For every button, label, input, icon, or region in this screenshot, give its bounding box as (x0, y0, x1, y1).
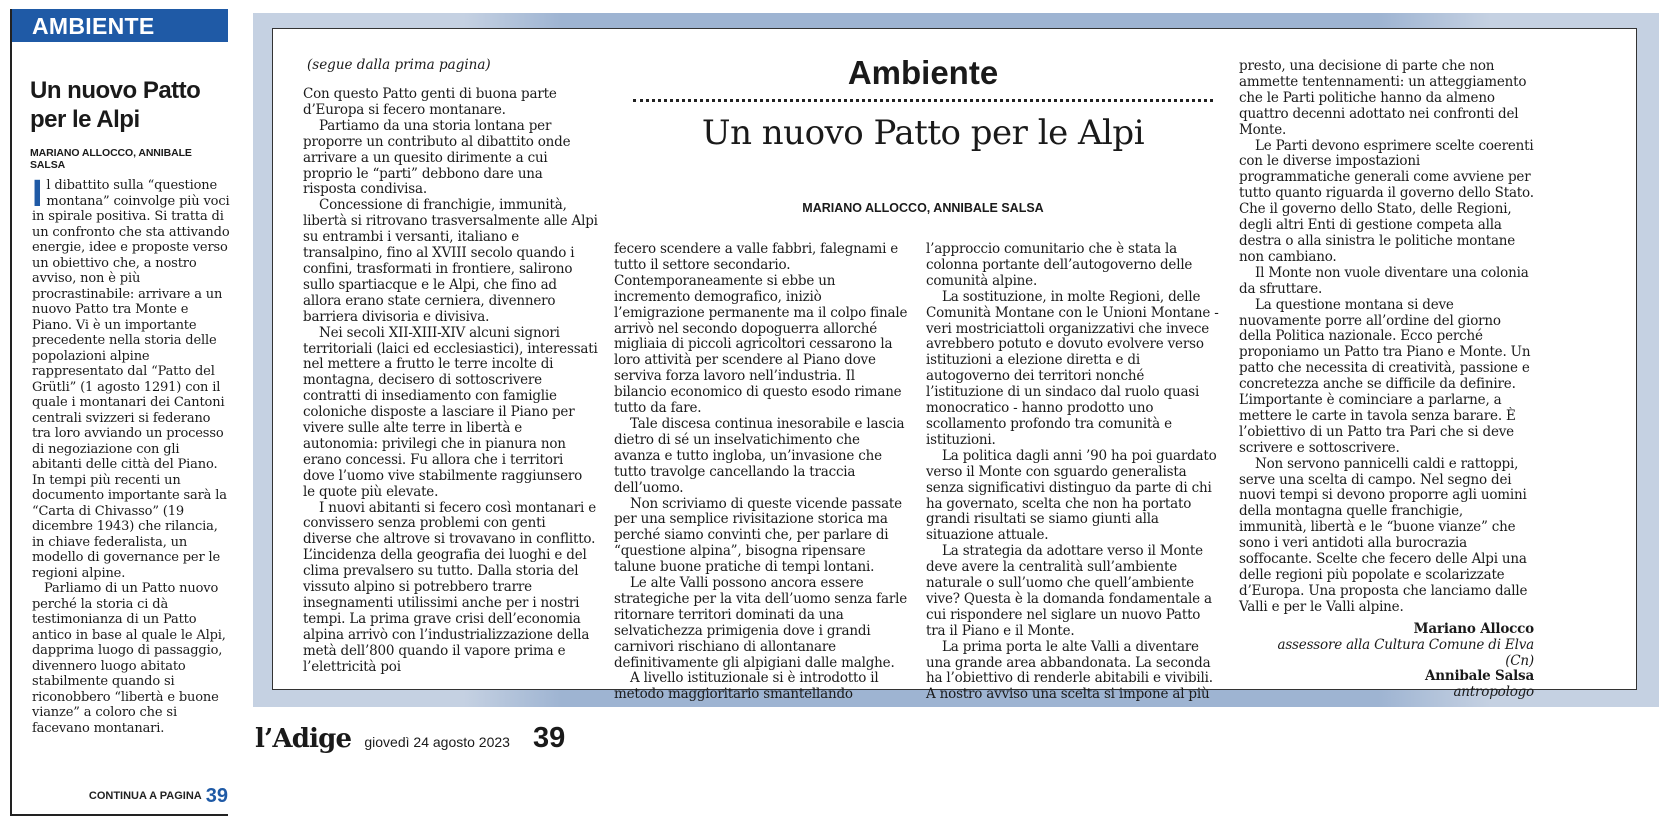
paragraph: presto, una decisione di parte che non ammette tentennamenti: un atteggiamento che le Parti politiche hanno da almeno quattro decenni adottato nei confronti del Monte. (1239, 58, 1527, 138)
paragraph: Le alte Valli possono ancora essere strategiche per la vita dell’uomo senza farle ritornare territori dominati da una selvatichezza primigenia dove i grandi carnivori rischiano di allontanare definitivamente gli alpigiani dalle malghe. (614, 575, 907, 671)
text-column-4 (1239, 59, 1534, 701)
paragraph: Nei secoli XII-XIII-XIV alcuni signori territoriali (laici ed ecclesiastici), interessati nel mettere a frutto le terre incolte di montagna, decisero di sottoscrivere contratti di insediamento con famiglie coloniche disposte a lasciare il Piano per vivere sulle alte terre in libertà e autonomia: privilegi che in pianura non erano concessi. Fu allora che i territori dove l’uomo vive stabilmente raggiunsero le quote più elevate. (303, 324, 598, 500)
continue-label: CONTINUA A PAGINA (88, 790, 202, 802)
section-label: AMBIENTE (12, 9, 228, 42)
page-number: 39 (533, 722, 566, 754)
paragraph: l’approccio comunitario che è stata la colonna portante dell’autogoverno delle comunità alpine. (926, 241, 1193, 289)
teaser-paragraph: Parliamo di un Patto nuovo perché la storia ci dà testimonianza di un Patto antico in base al quale le Alpi, dapprima luogo di passaggio, divennero luogo abitato stabilmente quando si riconobbero “libertà e buone vianze” a coloro che si facevano montanari. (32, 581, 226, 736)
paragraph: La strategia da adottare verso il Monte deve avere la centralità sull’ambiente naturale o sull’uomo che quell’ambiente vive? Questa è la domanda fondamentale a cui rispondere nel siglare un nuovo Patto tra il Piano e il Monte. (926, 543, 1212, 639)
paragraph: La politica dagli anni ’90 ha poi guardato verso il Monte con sguardo generalista senza significativi distinguo da parte di chi ha governato, scelta che non ha portato grandi risultati se siamo giunti alla situazione attuale. (926, 447, 1217, 544)
teaser-title: Un nuovo Patto per le Alpi (30, 77, 201, 133)
paragraph: Partiamo da una storia lontana per proporre un contributo al dibattito onde arrivare a un quesito dirimente a cui proprio le “parti” debbono dare una risposta condivisa. (303, 117, 571, 198)
article-frame (253, 13, 1659, 707)
article-byline: MARIANO ALLOCCO, ANNIBALE SALSA (802, 201, 1044, 215)
text-column-2 (614, 242, 909, 703)
author-signature: Annibale Salsa (1424, 668, 1534, 685)
continue-page-number: 39 (205, 785, 228, 807)
paragraph: A livello istituzionale si è introdotto il metodo maggioritario smantellando (614, 670, 879, 703)
section-kicker: Ambiente (847, 54, 999, 91)
paragraph: Tale discesa continua inesorabile e lascia dietro di sé un inselvatichimento che avanza e tutto ingloba, un’invasione che tutto travolge cancellando la traccia dell’uomo. (614, 415, 905, 496)
newspaper-logo: l’Adige (255, 723, 352, 754)
paragraph: I nuovi abitanti si fecero così montanari e convissero senza problemi con genti diverse che altrove si trovavano in conflitto. L’incidenza della geografia dei luoghi e del clima prevalsero su tutto. Dalla storia del vissuto alpino si potrebbero trarre insegnamenti utilissimi anche per i nostri tempi. La prima grave crisi dell’economia alpina arrivò con l’industrializzazione della metà dell’800 quando il vapore prima e l’elettricità poi (303, 499, 597, 675)
paragraph: Non scriviamo di queste vicende passate per una semplice rivisitazione storica ma perché siamo convinti che, per parlare di “questione alpina”, bisogna ripensare talune buone pratiche di tempi lontani. (614, 495, 902, 576)
paragraph: La questione montana si deve nuovamente porre all’ordine del giorno della Politica nazionale. Ecco perché proponiamo un Patto tra Piano e Monte. Un patto che necessita di creatività, passione e concretezza anche se difficile da definire. L’importante è cominciare a parlarne, a mettere le carte in tavola senza barare. È l’obiettivo di un Patto tra Pari che si deve scrivere e sottoscrivere. (1239, 296, 1531, 456)
author-role: antropologo (1453, 684, 1534, 701)
issue-date: giovedì 24 agosto 2023 (364, 733, 510, 750)
continue-on-page[interactable] (89, 785, 228, 808)
author-role: assessore alla Cultura Comune di Elva (Cn) (1277, 636, 1534, 669)
continued-note: (segue dalla prima pagina) (307, 57, 491, 73)
paragraph: Con questo Patto genti di buona parte d’Europa si fecero montanare. (303, 86, 557, 118)
teaser-body (32, 173, 232, 736)
dotted-divider (633, 99, 1213, 102)
paragraph: Il Monte non vuole diventare una colonia da sfruttare. (1239, 264, 1529, 297)
article (272, 28, 1637, 703)
teaser-paragraph (32, 173, 232, 581)
paragraph: La prima porta le alte Valli a diventare una grande area abbandonata. La seconda ha l’obiettivo di renderle abitabili e vivibili. A nostro avviso una scelta si impone al più (926, 638, 1213, 703)
paragraph: Le Parti devono esprimere scelte coerenti con le diverse impostazioni programmatiche generali come avviene per tutto quanto riguarda il governo dello Stato. Che il governo dello Stato, delle Regioni, degli altri Enti di gestione competa alla destra o alla sinistra le politiche montane non cambiano. (1239, 137, 1534, 265)
teaser-byline: MARIANO ALLOCCO, ANNIBALE SALSA (30, 147, 192, 171)
text-column-3 (926, 242, 1221, 703)
front-teaser (10, 9, 228, 816)
page-footer (255, 722, 565, 762)
paragraph: La sostituzione, in molte Regioni, delle Comunità Montane con le Unioni Montane - veri mostriciattoli organizzativi che invece avrebbero potuto e dovuto evolvere verso istituzioni a elezione diretta e di autogoverno dei territori nonché l’istituzione di un sindaco dal ruolo quasi monocratico - hanno prodotto uno scollamento profondo tra comunità e istituzioni. (926, 288, 1219, 448)
teaser-paragraph-text: l dibattito sulla “questione montana” coinvolge più voci in spirale positiva. Si tratta di un confronto che sta attivando energie, idee e proposte verso un obiettivo che, a nostro avviso, non è più procrastinabile: arrivare a un nuovo Patto tra Monte e Piano. Vi è un importante precedente nella storia delle popolazioni alpine rappresentato dal “Patto del Grütli” (1 agosto 1291) con il quale i montanari dei Cantoni centrali svizzeri si federano tra loro avviando un processo di negoziazione con gli abitanti delle città del Piano. In tempi più recenti un documento importante sarà la “Carta di Chivasso” (19 dicembre 1943) che rilancia, in chiave federalista, un modello di governance per le regioni alpine. (32, 178, 230, 581)
paragraph: Concessione di franchigie, immunità, libertà si ritrovano trasversalmente alle Alpi su entrambi i versanti, italiano e transalpino, fino al XVIII secolo quando i confini, trasformati in frontiere, salirono sullo spartiacque e le Alpi, che fino ad allora erano state cerniera, divennero barriera divisoria e divisiva. (303, 197, 598, 325)
article-headline: Un nuovo Patto per le Alpi (701, 113, 1145, 153)
paragraph: Non servono pannicelli caldi e rattoppi, serve una scelta di campo. Nel segno dei nuovi tempi si devono proporre agli uomini della montagna quelle franchigie, immunità, libertà e le “buone vianze” che sono i veri antidoti alla burocrazia soffocante. Scelte che fecero delle Alpi una delle regioni più popolate e scolarizzate d’Europa. Una proposta che lanciamo dalle Valli e per le Valli alpine. (1239, 455, 1528, 615)
paragraph: fecero scendere a valle fabbri, falegnami e tutto il settore secondario. Contemporaneamente si ebbe un incremento demografico, iniziò l’emigrazione permanente ma il colpo finale arrivò nel secondo dopoguerra allorché migliaia di piccoli agricoltori cessarono la loro attività per scendere al Piano dove serviva forza lavoro nell’industria. Il bilancio economico di questo esodo rimane tutto da fare. (614, 241, 908, 417)
author-signature: Mariano Allocco (1413, 620, 1534, 637)
drop-cap: I (32, 173, 43, 215)
text-column-1 (303, 87, 598, 676)
